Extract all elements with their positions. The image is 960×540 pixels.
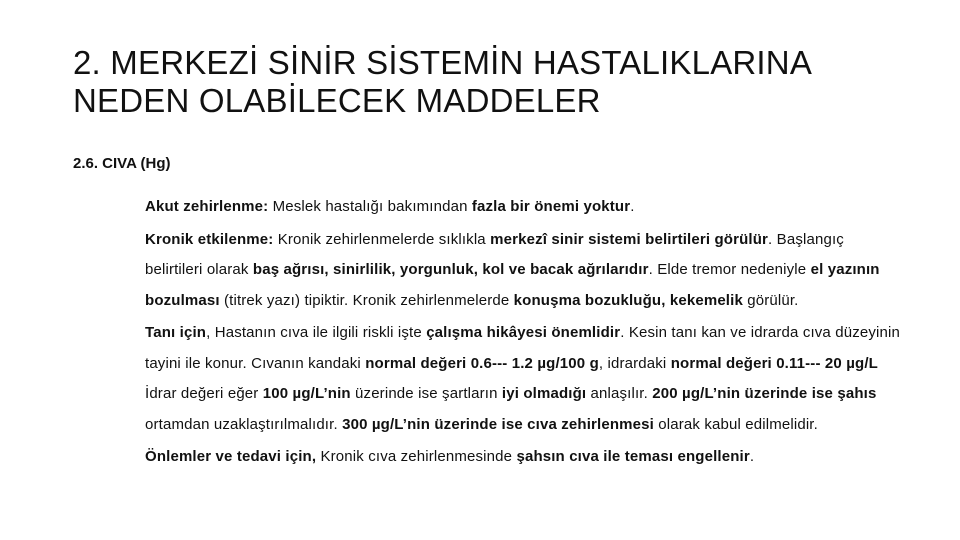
diagnosis-emphasis: çalışma hikâyesi önemlidir <box>426 324 621 341</box>
title-line-1: 2. MERKEZİ SİNİR SİSTEMİN HASTALIKLARINA <box>73 44 813 81</box>
prevention-text-end: . <box>749 448 755 465</box>
diagnosis-emphasis: normal değeri 0.11--- 20 µg/L <box>670 354 878 372</box>
diagnosis-paragraph <box>73 318 903 440</box>
prevention-text: Kronik cıva zehirlenmesinde <box>316 448 517 465</box>
diagnosis-text: olarak kabul edilmelidir. <box>653 415 818 433</box>
chronic-emphasis: el yazının bozulması <box>145 261 880 309</box>
acute-emphasis: fazla bir önemi yoktur <box>471 198 631 215</box>
prevention-paragraph <box>73 442 903 473</box>
diagnosis-text: üzerinde ise şartların <box>350 385 502 402</box>
chronic-emphasis: konuşma bozukluğu, kekemelik <box>513 291 743 309</box>
acute-text-end: . <box>630 198 635 215</box>
diagnosis-text: , idrardaki <box>598 354 671 372</box>
diagnosis-text: , Hastanın cıva ile ilgili riskli işte <box>206 324 427 341</box>
chronic-text: Kronik zehirlenmelerde sıklıkla <box>273 230 491 248</box>
diagnosis-text: ortamdan uzaklaştırılmalıdır. <box>145 415 343 433</box>
diagnosis-text: İdrar değeri eğer <box>145 385 263 402</box>
acute-text: Meslek hastalığı bakımından <box>268 198 472 215</box>
chronic-text: (titrek yazı) tipiktir. Kronik zehirlenmelerde <box>219 291 514 309</box>
chronic-emphasis: merkezî sinir sistemi belirtileri görülür <box>490 230 769 248</box>
chronic-label: Kronik etkilenme: <box>145 230 274 248</box>
acute-label: Akut zehirlenme: <box>145 198 269 215</box>
prevention-emphasis: şahsın cıva ile teması engellenir <box>516 448 750 465</box>
diagnosis-emphasis: 200 µg/L’nin üzerinde ise şahıs <box>652 385 877 402</box>
content-body <box>73 192 903 473</box>
diagnosis-text: anlaşılır. <box>586 385 653 402</box>
title-line-2: NEDEN OLABİLECEK MADDELER <box>73 82 601 119</box>
chronic-emphasis: baş ağrısı, sinirlilik, yorgunluk, kol ve bacak ağrılarıdır <box>252 261 649 278</box>
diagnosis-emphasis: 300 µg/L’nin üzerinde ise cıva zehirlenmesi <box>342 415 654 433</box>
chronic-paragraph <box>73 225 903 317</box>
diagnosis-emphasis: iyi olmadığı <box>501 385 587 402</box>
diagnosis-label: Tanı için <box>145 324 207 341</box>
diagnosis-text: . Kesin tanı kan ve idrarda cıva düzeyinin tayini ile konur. Cıvanın kandaki <box>145 324 900 372</box>
chronic-text: . Elde tremor nedeniyle <box>648 261 811 278</box>
diagnosis-emphasis: 100 µg/L’nin <box>262 385 351 402</box>
acute-paragraph <box>73 192 903 223</box>
chronic-text: görülür. <box>742 291 799 309</box>
section-heading: 2.6. CIVA (Hg) <box>73 155 171 172</box>
chronic-text: . Başlangıç belirtileri olarak <box>145 230 844 278</box>
prevention-label: Önlemler ve tedavi için, <box>145 448 317 465</box>
page-title <box>73 44 933 120</box>
diagnosis-emphasis: normal değeri 0.6--- 1.2 µg/100 g <box>365 354 599 372</box>
